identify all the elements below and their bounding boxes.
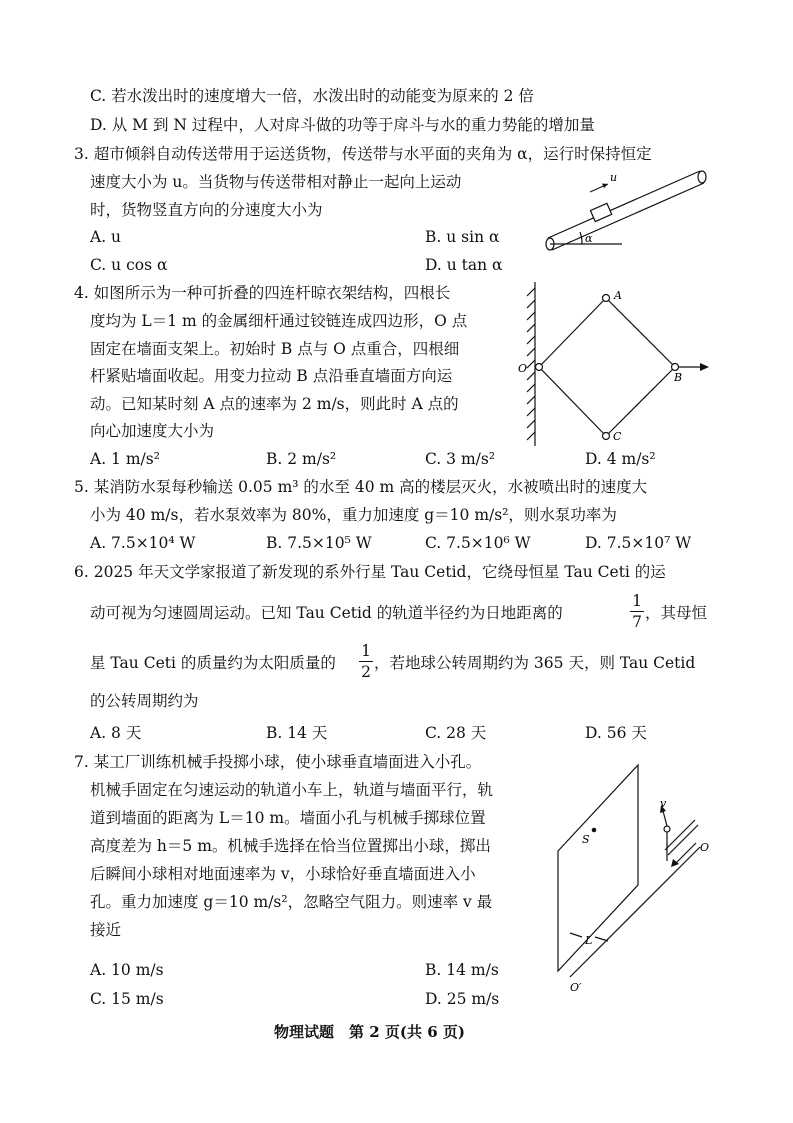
q7-stem-line3: 道到墙面的距离为 L＝10 m。墙面小孔与机械手掷球位置 <box>90 809 486 827</box>
q7-option-c: C. 15 m/s <box>90 990 164 1008</box>
q3-fig-label-alpha: α <box>585 232 593 245</box>
q5-option-a: A. 7.5×10⁴ W <box>90 534 196 552</box>
q6-frac1-numerator: 1 <box>632 592 642 610</box>
q2-option-d: D. 从 M 到 N 过程中，人对戽斗做的功等于戽斗与水的重力势能的增加量 <box>90 116 595 134</box>
q5-stem-line2: 小为 40 m/s，若水泵效率为 80%，重力加速度 g＝10 m/s²，则水泵功率为 <box>90 506 617 524</box>
q3-stem-line2: 速度大小为 u。当货物与传送带相对静止一起向上运动 <box>90 173 462 191</box>
q6-option-a: A. 8 天 <box>90 724 142 742</box>
q4-fig-label-b: B <box>674 371 683 384</box>
q7-fig-label-o-prime: O′ <box>570 981 582 994</box>
q4-fig-label-c: C <box>613 430 622 443</box>
q7-stem-line2: 机械手固定在匀速运动的轨道小车上，轨道与墙面平行，轨 <box>90 781 494 799</box>
q4-fig-label-a: A <box>614 289 622 302</box>
q3-option-b: B. u sin α <box>425 228 500 246</box>
q6-option-d: D. 56 天 <box>585 724 647 742</box>
q3-option-d: D. u tan α <box>425 256 503 274</box>
q6-frac1-denominator: 7 <box>632 613 642 631</box>
q4-stem-line5: 动。已知某时刻 A 点的速率为 2 m/s，则此时 A 点的 <box>90 395 459 413</box>
q7-option-a: A. 10 m/s <box>90 961 164 979</box>
q7-option-d: D. 25 m/s <box>425 990 500 1008</box>
q4-stem-line1: 4. 如图所示为一种可折叠的四连杆晾衣架结构，四根长 <box>74 284 451 302</box>
q4-stem-line6: 向心加速度大小为 <box>90 422 215 440</box>
page-footer: 物理试题 第 2 页(共 6 页) <box>274 1023 465 1041</box>
q3-fig-label-u: u <box>610 171 618 184</box>
q6-frac2-denominator: 2 <box>361 663 371 681</box>
q6-stem-line3a: 星 Tau Ceti 的质量约为太阳质量的 <box>90 654 336 672</box>
q7-stem-line1: 7. 某工厂训练机械手投掷小球，使小球垂直墙面进入小孔。 <box>74 753 482 771</box>
q7-wall-track-figure <box>550 755 725 995</box>
q7-stem-line5: 后瞬间小球相对地面速率为 v，小球恰好垂直墙面进入小 <box>90 865 476 883</box>
q4-stem-line2: 度均为 L＝1 m 的金属细杆通过铰链连成四边形，O 点 <box>90 312 468 330</box>
q7-fig-label-v: v <box>660 797 667 810</box>
q7-fig-label-s: S <box>582 833 590 846</box>
q5-stem-line1: 5. 某消防水泵每秒输送 0.05 m³ 的水至 40 m 高的楼层灭火，水被喷出时的速度大 <box>74 478 648 496</box>
q2-option-c: C. 若水泼出时的速度增大一倍，水泼出时的动能变为原来的 2 倍 <box>90 87 534 105</box>
q7-fig-label-l: L <box>585 934 593 947</box>
q7-stem-line7: 接近 <box>90 921 122 939</box>
q4-option-b: B. 2 m/s² <box>266 450 337 468</box>
q7-fig-label-o: O <box>700 841 710 854</box>
q4-stem-line3: 固定在墙面支架上。初始时 B 点与 O 点重合，四根细 <box>90 340 460 358</box>
q5-option-d: D. 7.5×10⁷ W <box>585 534 692 552</box>
q3-stem-line3: 时，货物竖直方向的分速度大小为 <box>90 201 323 219</box>
q7-stem-line4: 高度差为 h＝5 m。机械手选择在恰当位置掷出小球，掷出 <box>90 837 491 855</box>
q6-stem-line3b: ，若地球公转周期约为 365 天，则 Tau Cetid <box>374 654 696 672</box>
q6-fraction-one-seventh <box>630 592 644 631</box>
q3-stem-line1: 3. 超市倾斜自动传送带用于运送货物，传送带与水平面的夹角为 α，运行时保持恒定 <box>74 145 652 163</box>
q4-option-c: C. 3 m/s² <box>425 450 496 468</box>
q6-stem-line1: 6. 2025 年天文学家报道了新发现的系外行星 Tau Cetid，它绕母恒星 Tau Ceti 的运 <box>74 563 666 581</box>
q6-fraction-one-half <box>359 642 373 681</box>
q5-option-c: C. 7.5×10⁶ W <box>425 534 531 552</box>
q3-conveyor-figure <box>540 168 720 263</box>
q6-stem-line2a: 动可视为匀速圆周运动。已知 Tau Cetid 的轨道半径约为日地距离的 <box>90 604 563 622</box>
q5-option-b: B. 7.5×10⁵ W <box>266 534 372 552</box>
q4-fig-label-o: O <box>518 362 528 375</box>
q4-linkage-figure <box>510 280 720 448</box>
q6-stem-line2b: ，其母恒 <box>645 604 708 622</box>
q6-option-b: B. 14 天 <box>266 724 328 742</box>
q3-option-c: C. u cos α <box>90 256 168 274</box>
q7-stem-line6: 孔。重力加速度 g＝10 m/s²，忽略空气阻力。则速率 v 最 <box>90 893 493 911</box>
q4-stem-line4: 杆紧贴墙面收起。用变力拉动 B 点沿垂直墙面方向运 <box>90 367 453 385</box>
q6-stem-line4: 的公转周期约为 <box>90 692 199 710</box>
q6-option-c: C. 28 天 <box>425 724 487 742</box>
q6-frac2-numerator: 1 <box>361 642 371 660</box>
q7-option-b: B. 14 m/s <box>425 961 499 979</box>
q3-option-a: A. u <box>90 228 122 246</box>
q4-option-a: A. 1 m/s² <box>90 450 160 468</box>
q4-option-d: D. 4 m/s² <box>585 450 656 468</box>
